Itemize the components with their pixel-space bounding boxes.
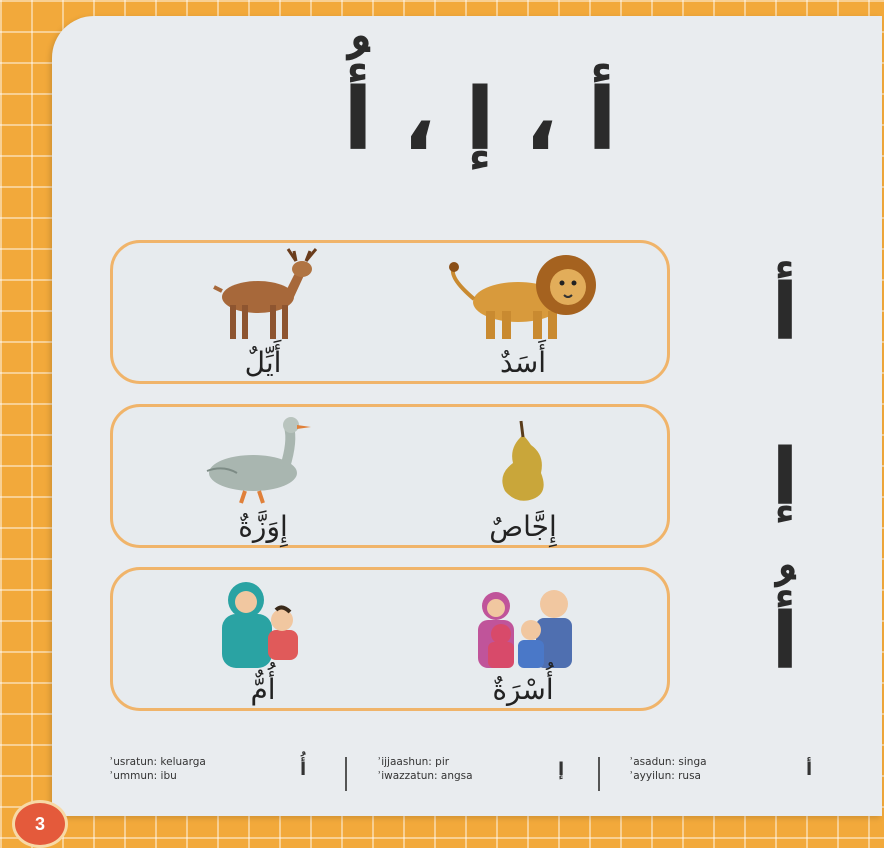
divider <box>345 757 347 791</box>
row-letter-3: أُ <box>771 597 799 687</box>
word-row-2 <box>110 404 670 548</box>
word-card-deer <box>153 243 373 383</box>
family-icon <box>458 574 588 670</box>
goose-icon <box>193 411 333 507</box>
letters-heading: أ ، إ ، أُ <box>343 70 617 170</box>
word-family: أُسْرَةٌ <box>492 673 554 706</box>
mother-child-icon <box>198 574 328 670</box>
word-row-1 <box>110 240 670 384</box>
divider <box>598 757 600 791</box>
word-card-family <box>413 570 633 710</box>
word-card-lion <box>413 243 633 383</box>
deer-icon <box>198 247 328 343</box>
word-deer: أَيِّلٌ <box>244 346 282 379</box>
word-row-3 <box>110 567 670 711</box>
lion-icon <box>438 247 608 343</box>
word-mother: أُمٌّ <box>250 673 276 706</box>
word-pear: إِجَّاصٌ <box>489 510 557 543</box>
glossary-letter-3: أُ <box>300 759 307 780</box>
glossary-entry-1: ʾasadun: singa ʾayyilun: rusa <box>630 756 707 782</box>
glossary-letter-1: أ <box>806 759 813 780</box>
word-card-mother <box>153 570 373 710</box>
word-lion: أَسَدٌ <box>500 346 546 379</box>
page-number: 3 <box>12 800 68 848</box>
pear-icon <box>473 411 573 507</box>
word-card-pear <box>413 407 633 547</box>
glossary-entry-2: ʾijjaashun: pir ʾiwazzatun: angsa <box>378 756 473 782</box>
row-letter-2: إ <box>771 433 799 523</box>
glossary-entry-3: ʾusratun: keluarga ʾummun: ibu <box>110 756 206 782</box>
word-goose: إِوَزَّةٌ <box>238 510 288 543</box>
glossary-letter-2: إ <box>558 759 565 780</box>
word-card-goose <box>153 407 373 547</box>
row-letter-1: أ <box>771 268 799 358</box>
glossary <box>110 755 850 795</box>
